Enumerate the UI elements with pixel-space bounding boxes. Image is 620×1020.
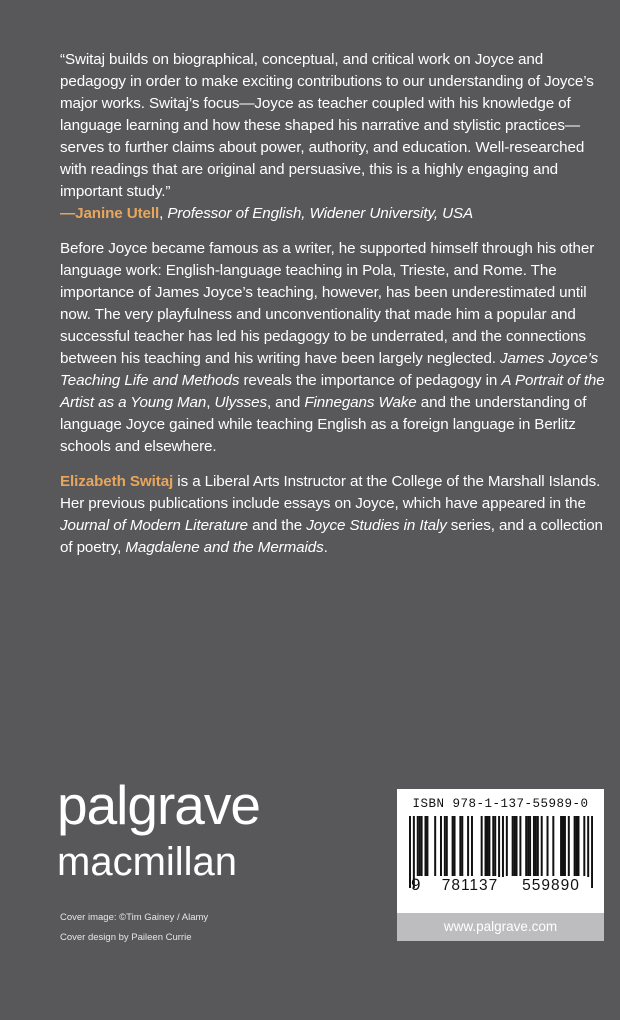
barcode-bar <box>417 816 419 876</box>
barcode-bar <box>434 816 436 876</box>
barcode-guard-bar <box>591 816 593 888</box>
barcode-bar <box>568 816 570 876</box>
barcode-bar <box>576 816 578 876</box>
publisher-logo <box>57 774 260 884</box>
barcode-bar <box>574 816 576 876</box>
publisher-website[interactable]: www.palgrave.com <box>397 913 604 941</box>
barcode-bar <box>454 816 456 876</box>
barcode-bar <box>552 816 554 876</box>
barcode-bar <box>578 816 580 876</box>
barcode-bar <box>481 816 483 876</box>
barcode-bar <box>537 816 539 876</box>
logo-macmillan: macmillan <box>57 840 238 884</box>
author-name: Elizabeth Switaj <box>60 473 174 490</box>
barcode-bar <box>506 816 508 876</box>
barcode-lead-digit: 9 <box>411 875 421 894</box>
barcode-bar <box>426 816 428 876</box>
barcode-bar <box>516 816 518 876</box>
poetry-title: Magdalene and the Mermaids <box>125 539 324 556</box>
barcode-bar <box>488 816 490 876</box>
barcode-bar <box>535 816 537 876</box>
barcode-bar <box>471 816 473 876</box>
bio-part-1: is a Liberal Arts Instructor at the College of the Marshall Islands. Her previous publications include essays on Joyce, which have appeared in the <box>60 473 601 512</box>
reviewer-name: Janine Utell <box>75 205 160 222</box>
reviewer-role: Professor of English, Widener University, USA <box>167 205 474 222</box>
logo-palgrave: palgrave <box>57 774 260 836</box>
bio-part-4: . <box>323 539 328 556</box>
barcode-bar <box>485 816 487 876</box>
journal-title: Journal of Modern Literature <box>60 517 248 534</box>
barcode-bar <box>492 816 494 876</box>
title-portrait: A Portrait of the Artist as a Young Man <box>60 372 605 411</box>
barcode-bar <box>519 816 521 876</box>
barcode-bar <box>486 816 488 876</box>
barcode-bar <box>562 816 564 876</box>
barcode-bar <box>583 816 585 876</box>
barcode-bar <box>527 816 529 876</box>
blurb-separator-1: , <box>206 394 215 411</box>
barcode-bar <box>421 816 423 876</box>
barcode-bar <box>467 816 469 876</box>
barcode-bar <box>452 816 454 876</box>
cover-image-credit: Cover image: ©Tim Gainey / Alamy <box>60 912 209 923</box>
book-title: James Joyce’s Teaching Life and Methods <box>60 350 599 389</box>
barcode-bar <box>444 816 446 876</box>
barcode-bar <box>560 816 562 876</box>
barcode-bar <box>419 816 421 876</box>
review-quote <box>60 49 608 225</box>
barcode-bar <box>512 816 514 876</box>
blurb-part-3: and the understanding of language Joyce gained while teaching English as a foreign language in Berlitz schools and elsewhere. <box>60 394 587 455</box>
barcode-digits-left: 781137 <box>432 877 508 895</box>
quote-text: “Switaj builds on biographical, conceptual, and critical work on Joyce and pedagogy in order to make exciting contributions to our understanding of Joyce’s major works. Switaj’s focus—Joyce as teacher coupled with his knowledge of language learning and how these shaped his narrative and stylistic practices—serves to further claims about power, authority, and education. Well-researched with readings that are original and persuasive, this is a highly engaging and important study.” <box>60 51 594 200</box>
barcode-bar <box>529 816 531 876</box>
book-description <box>60 238 608 458</box>
barcode-bar <box>446 816 448 876</box>
bio-part-3: series, and a collection of poetry, <box>60 517 603 556</box>
barcode-bar <box>564 816 566 876</box>
barcode-bar <box>533 816 535 876</box>
barcode-bar <box>424 816 426 876</box>
cover-design-credit: Cover design by Paileen Currie <box>60 932 192 943</box>
blurb-part-1: Before Joyce became famous as a writer, he supported himself through his other language work: English-language teaching in Pola, Trieste, and Rome. The importance of James Joyce’s teaching, however, has been underestimated until now. The very playfulness and unconventionality that made him a popular and successful teacher has led his pedagogy to be underrated, and the connections between his teaching and his writing have been largely neglected. <box>60 240 595 367</box>
barcode-bar <box>459 816 461 876</box>
quote-attribution <box>60 205 473 222</box>
barcode-bar <box>525 816 527 876</box>
title-finnegans-wake: Finnegans Wake <box>304 394 417 411</box>
attribution-separator: , <box>159 205 168 222</box>
barcode-bar <box>514 816 516 876</box>
title-ulysses: Ulysses <box>214 394 267 411</box>
isbn-label: ISBN 978-1-137-55989-0 <box>412 797 589 811</box>
series-title: Joyce Studies in Italy <box>306 517 447 534</box>
bio-part-2: and the <box>248 517 307 534</box>
barcode-bar <box>547 816 549 876</box>
barcode-bar <box>440 816 442 876</box>
barcode-bar <box>461 816 463 876</box>
barcode-bar <box>541 816 543 876</box>
blurb-part-2: reveals the importance of pedagogy in <box>239 372 502 389</box>
attribution-dash: — <box>60 205 76 222</box>
author-bio <box>60 471 608 559</box>
blurb-separator-2: , and <box>266 394 305 411</box>
barcode-digits-right: 559890 <box>512 877 590 895</box>
barcode-bar <box>494 816 496 876</box>
isbn-barcode <box>397 789 604 913</box>
